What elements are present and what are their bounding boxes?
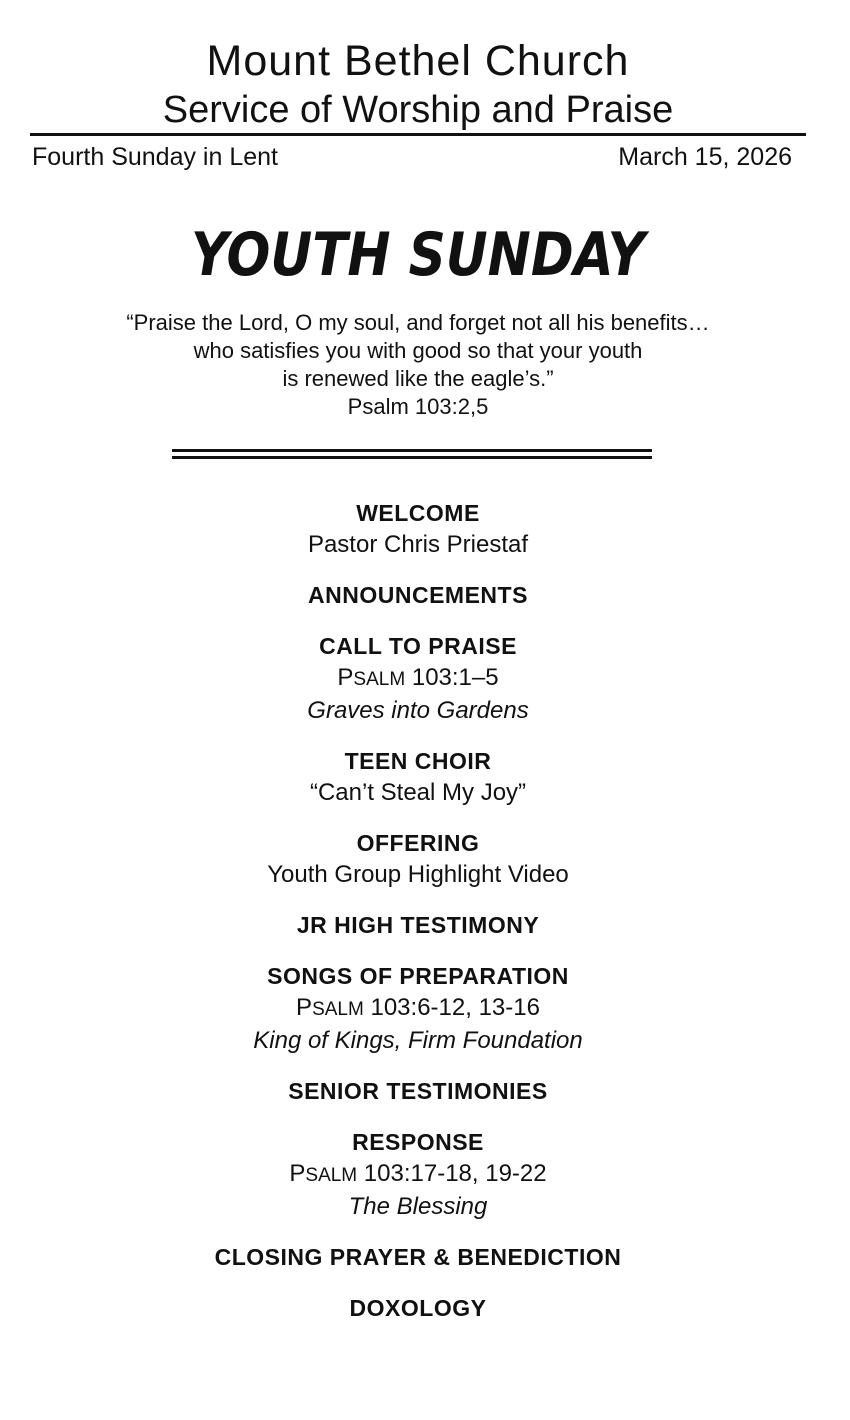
order-item-senior-testimonies xyxy=(0,1076,836,1107)
service-date: March 15, 2026 xyxy=(618,143,792,171)
section-divider xyxy=(172,449,652,459)
scripture-quote xyxy=(0,309,836,421)
quote-line: who satisfies you with good so that your youth xyxy=(193,338,643,363)
order-item-songs-of-preparation xyxy=(0,961,836,1056)
order-item-heading: SENIOR TESTIMONIES xyxy=(288,1078,548,1104)
order-item-doxology xyxy=(0,1293,836,1324)
order-item-heading: TEEN CHOIR xyxy=(344,748,492,774)
order-item-psalm: PSALM 103:6-12, 13-16 xyxy=(296,994,540,1021)
order-item-song: King of Kings, Firm Foundation xyxy=(253,1027,583,1054)
quote-citation: Psalm 103:2,5 xyxy=(347,394,489,419)
order-item-song: Graves into Gardens xyxy=(307,697,529,724)
order-item-heading: DOXOLOGY xyxy=(349,1295,487,1321)
service-title: Service of Worship and Praise xyxy=(162,89,674,131)
church-name: Mount Bethel Church xyxy=(206,37,630,85)
order-item-heading: SONGS OF PREPARATION xyxy=(267,963,569,989)
youth-sunday-banner: YOUTH SUNDAY xyxy=(190,220,646,290)
order-item-psalm: PSALM 103:1–5 xyxy=(337,664,499,691)
order-item-call-to-praise xyxy=(0,631,836,726)
order-item-heading: JR HIGH TESTIMONY xyxy=(296,912,540,938)
order-item-welcome xyxy=(0,498,836,560)
order-item-heading: RESPONSE xyxy=(352,1129,484,1155)
quote-line: is renewed like the eagle’s.” xyxy=(282,366,554,391)
quote-line: “Praise the Lord, O my soul, and forget not all his benefits… xyxy=(126,310,710,335)
order-item-song: “Can’t Steal My Joy” xyxy=(309,779,527,806)
liturgical-occasion: Fourth Sunday in Lent xyxy=(32,143,278,171)
order-item-heading: WELCOME xyxy=(356,500,480,526)
header-divider xyxy=(30,133,806,136)
order-item-heading: CALL TO PRAISE xyxy=(319,633,517,659)
order-item-jr-high-testimony xyxy=(0,910,836,941)
order-item-song: The Blessing xyxy=(348,1193,488,1220)
order-item-detail: Youth Group Highlight Video xyxy=(267,861,569,888)
order-item-response xyxy=(0,1127,836,1222)
order-item-closing-prayer xyxy=(0,1242,836,1273)
order-item-offering xyxy=(0,828,836,890)
order-item-heading: ANNOUNCEMENTS xyxy=(308,582,528,608)
order-item-heading: CLOSING PRAYER & BENEDICTION xyxy=(214,1244,622,1270)
order-item-heading: OFFERING xyxy=(356,830,480,856)
order-item-psalm: PSALM 103:17-18, 19-22 xyxy=(289,1160,547,1187)
order-item-announcements xyxy=(0,580,836,611)
order-of-worship xyxy=(0,498,836,1344)
order-item-teen-choir xyxy=(0,746,836,808)
order-item-leader: Pastor Chris Priestaf xyxy=(307,531,529,558)
